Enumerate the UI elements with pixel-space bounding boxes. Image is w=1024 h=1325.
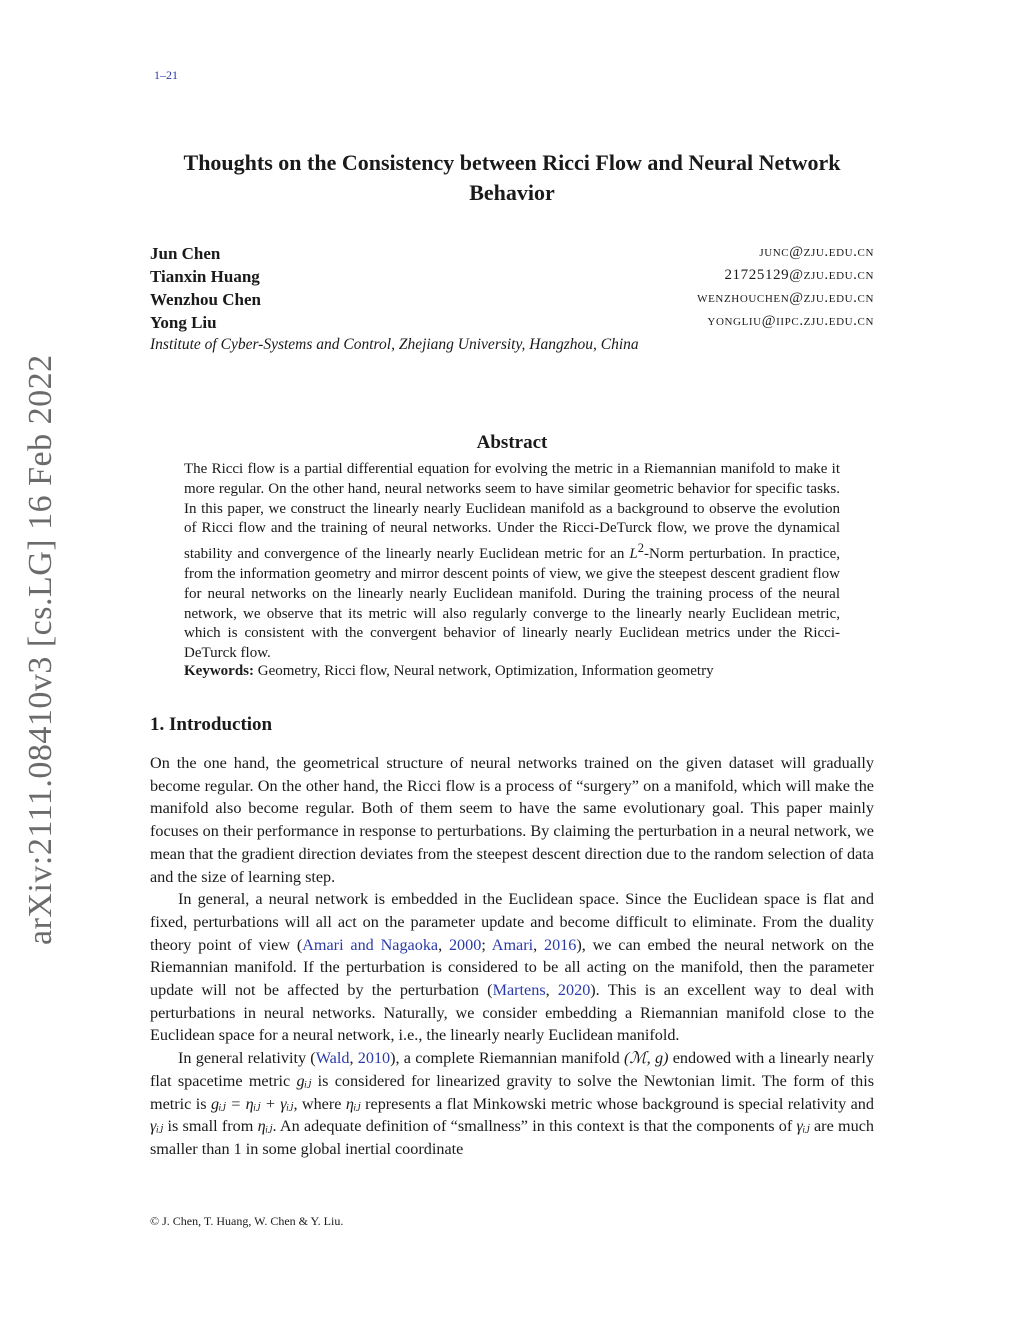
keywords-label: Keywords: <box>184 663 254 679</box>
math-eta: ηᵢⱼ <box>257 1117 273 1136</box>
text: In general, a neural network is embedded in the Euclidean space. Since the Euclidean space is flat and fixed, perturbations will all act on the parameter update and become difficult to eliminate. From the duality theory point of view ( <box>150 890 874 954</box>
citation-link[interactable]: 2020 <box>557 981 591 1000</box>
author-email[interactable]: yongliu@iipc.zju.edu.cn <box>707 313 874 329</box>
arxiv-sidebar-stamp: arXiv:2111.08410v3 [cs.LG] 16 Feb 2022 <box>22 354 59 945</box>
affiliation: Institute of Cyber-Systems and Control, Zhejiang University, Hangzhou, China <box>150 336 639 353</box>
math-gamma: γᵢⱼ <box>796 1117 810 1136</box>
author-name: Wenzhou Chen <box>150 290 261 309</box>
introduction-body <box>150 752 874 1161</box>
citation-link[interactable]: 2016 <box>543 935 577 954</box>
paragraph: On the one hand, the geometrical structure of neural networks trained on the given dataset will gradually become regular. On the other hand, the Ricci flow is a process of “surgery” on a manifold, which will make the manifold also become regular. Both of them seem to have the same evolutionary goal. This paper mainly focuses on their performance in response to perturbations. By claiming the perturbation in a neural network, we mean that the gradient direction deviates from the steepest descent direction due to the random selection of data and the size of learning step. <box>150 754 874 886</box>
citation-link[interactable]: Wald <box>315 1049 350 1068</box>
math-eta: ηᵢⱼ <box>345 1094 361 1113</box>
math-gamma: γᵢⱼ <box>150 1117 164 1136</box>
author-row <box>150 267 874 289</box>
text: is small from <box>163 1117 258 1136</box>
author-name: Jun Chen <box>150 244 221 263</box>
text: , where <box>293 1094 346 1113</box>
text: In general relativity ( <box>178 1049 316 1068</box>
text: ), a complete Riemannian manifold <box>390 1049 624 1068</box>
author-row <box>150 290 874 312</box>
text: . An adequate definition of “smallness” in this context is that the components of <box>272 1117 797 1136</box>
math-equation: gᵢⱼ = ηᵢⱼ + γᵢⱼ <box>210 1094 294 1113</box>
paragraph: In general relativity (Wald, 2010), a complete Riemannian manifold (ℳ, g) endowed with a linearly nearly flat spacetime metric gᵢⱼ is considered for linearized gravity to solve the Newtonian limit. The form of this metric is gᵢⱼ = ηᵢⱼ + γᵢⱼ, where ηᵢⱼ represents a flat Minkowski metric whose background is special relativity and γᵢⱼ is small from ηᵢⱼ. An adequate definition of “smallness” in this context is that the components of γᵢⱼ are much smaller than 1 in some global inertial coordinate <box>150 1049 874 1158</box>
paper-title: Thoughts on the Consistency between Ricci Flow and Neural Network Behavior <box>183 150 841 205</box>
copyright-footer: © J. Chen, T. Huang, W. Chen & Y. Liu. <box>150 1214 344 1228</box>
math-l-norm: L <box>629 546 638 563</box>
author-email[interactable]: wenzhouchen@zju.edu.cn <box>697 290 874 306</box>
keywords <box>184 663 840 680</box>
author-row <box>150 313 874 335</box>
math-manifold: (ℳ, g) <box>623 1049 669 1068</box>
abstract-text-cont: -Norm perturbation. In practice, from the information geometry and mirror descent points of view, we give the steepest descent gradient flow for neural networks on the linearly nearly Euclidean manifold. During the training process of the neural network, we observe that its metric will also regularly converge to the linearly nearly Euclidean metric, which is consistent with the convergent behavior of linearly nearly Euclidean metrics under the Ricci-DeTurck flow. <box>184 546 840 662</box>
author-row <box>150 244 874 266</box>
citation-link[interactable]: Amari and Nagaoka <box>302 935 439 954</box>
math-superscript: 2 <box>637 541 644 556</box>
text: ). This is an excellent way to deal with perturbations in neural networks. Naturally, we consider embedding a Riemannian manifold close to the Euclidean space for a neural network, i.e., the linearly nearly Euclidean manifold. <box>150 981 874 1045</box>
text: is considered for linearized gravity to solve the Newtonian limit. The form of this metric is <box>150 1071 874 1113</box>
abstract-text: The Ricci flow is a partial differential equation for evolving the metric in a Riemannian manifold to make it more regular. On the other hand, neural networks seem to have similar geometric behavior for specific tasks. In this paper, we construct the linearly nearly Euclidean manifold as a background to observe the evolution of Ricci flow and the training of neural networks. Under the Ricci-DeTurck flow, we prove the dynamical stability and convergence of the linearly nearly Euclidean metric for an <box>184 461 840 563</box>
keywords-list: Geometry, Ricci flow, Neural network, Optimization, Information geometry <box>257 663 714 679</box>
abstract-heading: Abstract <box>476 432 548 453</box>
citation-link[interactable]: 2000 <box>448 935 482 954</box>
text: ), we can embed the neural network on the Riemannian manifold. If the perturbation is considered to be all acting on the manifold, then the parameter update will not be affected by the perturbation ( <box>150 935 874 1000</box>
text: represents a flat Minkowski metric whose background is special relativity and <box>360 1094 874 1113</box>
text: endowed with a linearly nearly flat spacetime metric <box>150 1049 874 1090</box>
text: are much smaller than 1 in some global inertial coordinate <box>150 1117 874 1158</box>
author-name: Tianxin Huang <box>150 267 260 286</box>
section-heading-introduction: 1. Introduction <box>150 714 273 735</box>
paragraph: In general, a neural network is embedded in the Euclidean space. Since the Euclidean space is flat and fixed, perturbations will all act on the parameter update and become difficult to eliminate. From the duality theory point of view (Amari and Nagaoka, 2000; Amari, 2016), we can embed the neural network on the Riemannian manifold. If the perturbation is considered to be all acting on the manifold, then the parameter update will not be affected by the perturbation (Martens, 2020). This is an excellent way to deal with perturbations in neural networks. Naturally, we consider embedding a Riemannian manifold close to the Euclidean space for a neural network, i.e., the linearly nearly Euclidean manifold. <box>150 890 874 1045</box>
citation-link[interactable]: 2010 <box>357 1049 391 1068</box>
citation-link[interactable]: Amari <box>491 935 534 954</box>
author-email[interactable]: junc@zju.edu.cn <box>759 244 874 260</box>
author-email[interactable]: 21725129@zju.edu.cn <box>724 267 874 283</box>
abstract-body <box>184 460 840 664</box>
page-number: 1–21 <box>154 68 178 82</box>
author-name: Yong Liu <box>150 313 217 332</box>
citation-link[interactable]: Martens <box>492 981 546 1000</box>
math-metric: gᵢⱼ <box>296 1071 312 1090</box>
